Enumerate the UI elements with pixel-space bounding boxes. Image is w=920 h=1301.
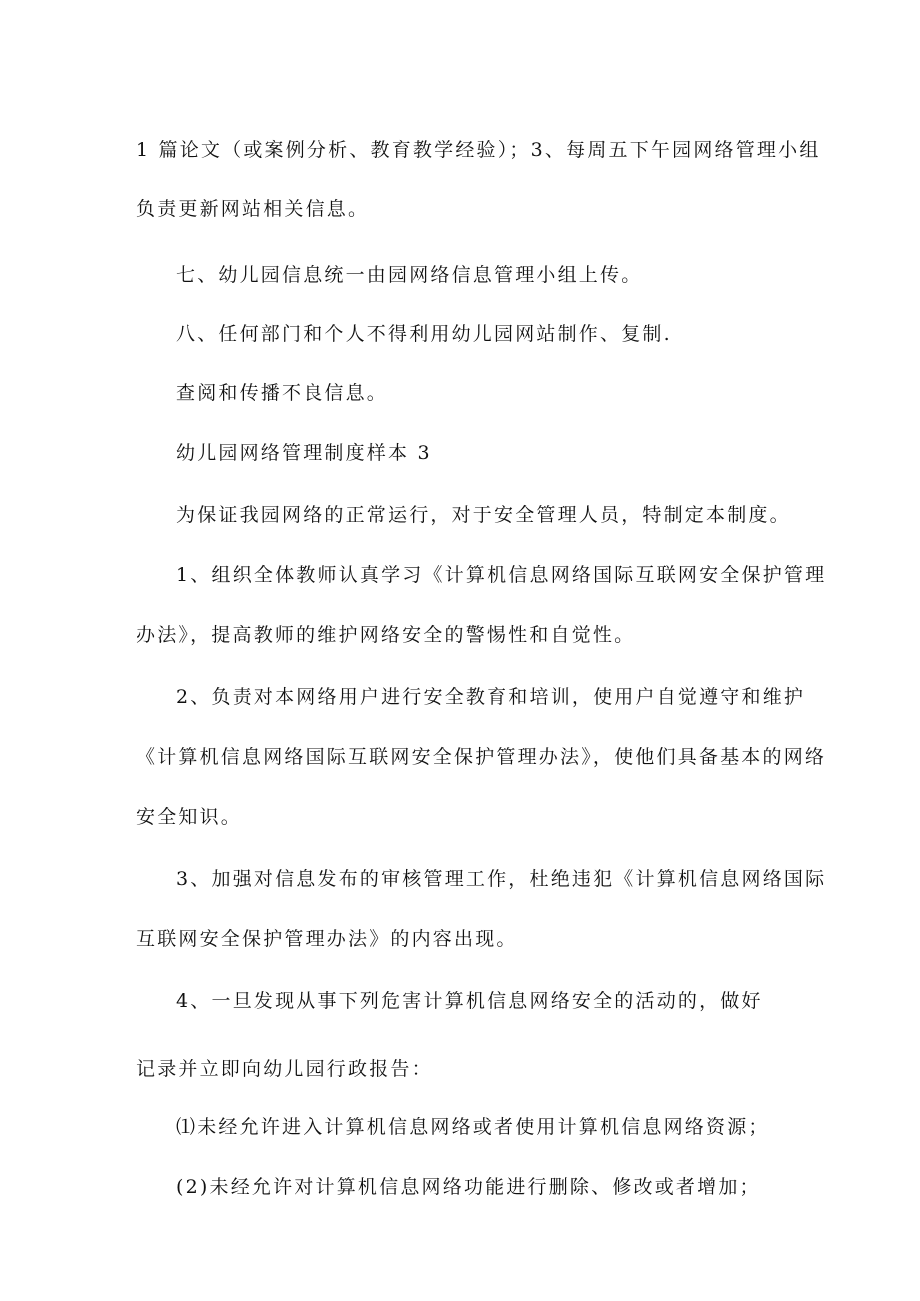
paragraph-line: 1、组织全体教师认真学习《计算机信息网络国际互联网安全保护管理	[176, 564, 827, 586]
paragraph-line: 3、加强对信息发布的审核管理工作，杜绝违犯《计算机信息网络国际	[176, 868, 827, 890]
paragraph-line: 七、幼儿园信息统一由园网络信息管理小组上传。	[176, 264, 643, 286]
paragraph-line: 互联网安全保护管理办法》的内容出现。	[136, 928, 518, 950]
list-item-line: ⑴未经允许进入计算机信息网络或者使用计算机信息网络资源；	[176, 1116, 770, 1138]
paragraph-line: 记录并立即向幼儿园行政报告：	[136, 1058, 433, 1080]
paragraph-line: 查阅和传播不良信息。	[176, 382, 389, 404]
paragraph-line: 办法》，提高教师的维护网络安全的警惕性和自觉性。	[136, 624, 636, 646]
paragraph-line: 为保证我园网络的正常运行，对于安全管理人员，特制定本制度。	[176, 504, 791, 526]
paragraph-line: 2、负责对本网络用户进行安全教育和培训，使用户自觉遵守和维护	[176, 686, 806, 708]
paragraph-line: 1 篇论文（或案例分析、教育教学经验）；3、每周五下午园网络管理小组	[136, 139, 821, 161]
paragraph-line: 八、任何部门和个人不得利用幼儿园网站制作、复制.	[176, 323, 672, 345]
paragraph-line: 《计算机信息网络国际互联网安全保护管理办法》，使他们具备基本的网络	[136, 746, 827, 768]
section-heading: 幼儿园网络管理制度样本 3	[176, 442, 432, 464]
paragraph-line: 4、一旦发现从事下列危害计算机信息网络安全的活动的，做好	[176, 990, 763, 1012]
list-item-line: (2)未经允许对计算机信息网络功能进行删除、修改或者增加；	[176, 1176, 761, 1198]
paragraph-line: 安全知识。	[136, 806, 243, 828]
paragraph-line: 负责更新网站相关信息。	[136, 198, 370, 220]
